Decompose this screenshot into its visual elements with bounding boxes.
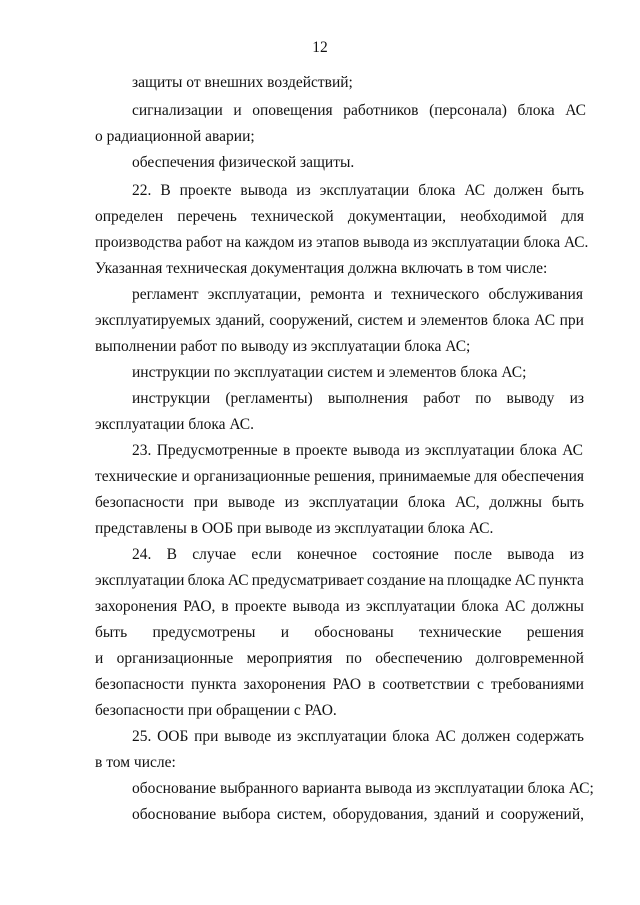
word: технической: [251, 208, 334, 225]
word: пункта: [538, 572, 584, 589]
word: проекте: [295, 442, 348, 459]
word: блока: [418, 182, 456, 199]
word: Предусмотренные: [156, 442, 278, 459]
word: АС: [514, 572, 536, 589]
text-line: о радиационной аварии;: [95, 128, 255, 145]
word: перечень: [177, 208, 237, 225]
word: на: [428, 572, 444, 589]
word: в: [368, 676, 376, 693]
word: если: [251, 546, 282, 563]
word: должны: [531, 598, 584, 615]
word: В: [160, 182, 171, 199]
word: безопасности: [95, 494, 184, 511]
word: при: [193, 494, 219, 511]
word: должен: [461, 728, 511, 745]
word: быть: [95, 624, 128, 641]
word: эксплуатации: [308, 494, 399, 511]
word: АС,: [454, 494, 480, 511]
word: и: [373, 286, 383, 303]
word: с: [476, 676, 484, 693]
word: выбора: [222, 806, 271, 823]
text-line: [95, 311, 584, 331]
word: обеспечению: [375, 650, 463, 667]
word: блока: [492, 312, 530, 329]
word: создание: [366, 572, 426, 589]
word: соответствии: [382, 676, 470, 693]
word: из: [569, 546, 584, 563]
word: и: [407, 312, 416, 329]
word: В: [166, 546, 177, 563]
word: оповещения: [252, 102, 333, 119]
word: регламент: [132, 286, 199, 303]
word: и: [485, 806, 495, 823]
word: сооружений,: [269, 312, 353, 329]
word: блока: [187, 572, 225, 589]
word: предусматривает: [251, 572, 364, 589]
word: элементов: [420, 312, 488, 329]
word: должны: [489, 494, 542, 511]
word: вывода: [292, 598, 340, 615]
word: вывода: [240, 182, 288, 199]
word: АС: [562, 442, 583, 459]
word: вывода: [507, 546, 555, 563]
text-line: в том числе:: [95, 754, 176, 771]
word: из: [276, 728, 292, 745]
word: содержать: [516, 728, 584, 745]
word: обоснование: [132, 806, 217, 823]
word: быть: [551, 494, 584, 511]
word: из: [569, 390, 584, 407]
word: конечное: [296, 546, 358, 563]
text-line: производства работ на каждом из этапов вывода из эксплуатации блока АС.: [95, 234, 589, 251]
word: 25.: [132, 728, 152, 745]
text-line: представлены в ООБ при выводе из эксплуатации блока АС.: [95, 520, 494, 537]
word: РАО: [332, 676, 362, 693]
word: по: [475, 390, 492, 407]
word: эксплуатации: [297, 728, 387, 745]
page-number: 12: [312, 39, 328, 56]
word: захоронения: [243, 676, 326, 693]
word: выполнения: [327, 390, 409, 407]
word: из: [345, 598, 360, 615]
word: из: [284, 494, 300, 511]
word: принимаемые: [379, 468, 471, 485]
word: необходимой: [460, 208, 547, 225]
word: 22.: [132, 182, 152, 199]
word: эксплуатации: [365, 598, 456, 615]
word: эксплуатируемых: [95, 312, 211, 329]
text-line: [95, 623, 584, 643]
word: предусмотрены: [152, 624, 256, 641]
word: РАО,: [183, 598, 216, 615]
word: эксплуатации: [319, 182, 410, 199]
word: (персонала): [429, 102, 507, 119]
word: и: [280, 624, 289, 641]
word: блока: [519, 442, 557, 459]
word: зданий: [433, 806, 480, 823]
word: организационные: [193, 468, 311, 485]
word: случае: [192, 546, 237, 563]
word: при: [559, 312, 584, 329]
word: безопасности: [95, 676, 184, 693]
word: обоснованы: [314, 624, 394, 641]
word: в: [283, 442, 291, 459]
word: решения: [526, 624, 584, 641]
word: из: [405, 442, 420, 459]
word: ООБ: [157, 728, 189, 745]
word: систем: [357, 312, 403, 329]
word: быть: [551, 182, 584, 199]
word: АС: [464, 182, 486, 199]
word: работников: [343, 102, 419, 119]
word: требованиями: [490, 676, 584, 693]
word: и: [95, 650, 104, 667]
word: организационные: [116, 650, 234, 667]
word: АС: [565, 102, 586, 119]
word: выводе: [227, 494, 275, 511]
word: выводу: [506, 390, 555, 407]
word: эксплуатации: [95, 572, 185, 589]
word: определен: [95, 208, 164, 225]
word: оборудования,: [332, 806, 428, 823]
text-line: [95, 649, 584, 669]
text-line: защиты от внешних воздействий;: [132, 74, 353, 91]
word: блока: [461, 598, 499, 615]
word: зданий,: [215, 312, 265, 329]
paragraph-22-line: [132, 181, 584, 201]
word: работ: [423, 390, 461, 407]
word: эксплуатации: [424, 442, 515, 459]
text-line: [132, 389, 584, 409]
word: блока: [392, 728, 430, 745]
word: технические: [95, 468, 178, 485]
paragraph-23-line: [132, 441, 583, 461]
paragraph-25-line: [132, 727, 584, 747]
word: проекте: [179, 182, 232, 199]
word: площадке: [446, 572, 512, 589]
word: АС: [534, 312, 556, 329]
text-line: [132, 285, 583, 305]
text-line: [132, 101, 586, 121]
word: проекте: [234, 598, 287, 615]
text-line: [132, 805, 584, 825]
word: для: [474, 468, 498, 485]
word: при: [194, 728, 219, 745]
text-line: [95, 597, 584, 617]
text-line: обоснование выбранного варианта вывода из эксплуатации блока АС;: [132, 780, 594, 797]
word: после: [454, 546, 492, 563]
word: систем,: [276, 806, 327, 823]
word: мероприятия: [246, 650, 333, 667]
text-line: [95, 675, 584, 695]
text-line: [95, 493, 584, 513]
word: АС: [227, 572, 249, 589]
word: блока: [517, 102, 555, 119]
word: должен: [494, 182, 543, 199]
word: сооружений,: [500, 806, 584, 823]
word: из: [296, 182, 311, 199]
word: АС: [504, 598, 526, 615]
word: технического: [391, 286, 480, 303]
word: пункта: [190, 676, 237, 693]
word: и: [181, 468, 190, 485]
word: по: [345, 650, 362, 667]
paragraph-24-line: [132, 545, 584, 565]
word: технические: [419, 624, 502, 641]
word: 24.: [132, 546, 152, 563]
text-line: эксплуатации блока АС.: [95, 416, 255, 433]
word: вывода: [352, 442, 400, 459]
word: обеспечения: [501, 468, 584, 485]
word: (регламенты): [225, 390, 313, 407]
word: решения,: [314, 468, 376, 485]
word: долговременной: [475, 650, 584, 667]
text-line: инструкции по эксплуатации систем и элементов блока АС;: [132, 364, 527, 381]
word: для: [561, 208, 584, 225]
word: ремонта: [310, 286, 365, 303]
text-line: Указанная техническая документация должна включать в том числе:: [95, 260, 548, 277]
word: захоронения: [95, 598, 178, 615]
word: и: [233, 102, 242, 119]
word: выводе: [224, 728, 272, 745]
word: в: [221, 598, 229, 615]
word: АС: [435, 728, 456, 745]
word: инструкции: [132, 390, 211, 407]
text-line: [95, 467, 584, 487]
text-line: выполнении работ по выводу из эксплуатации блока АС;: [95, 338, 471, 355]
word: обслуживания: [488, 286, 583, 303]
word: 23.: [132, 442, 152, 459]
text-line: обеспечения физической защиты.: [132, 154, 355, 171]
text-line: безопасности при обращении с РАО.: [95, 702, 337, 719]
word: документации,: [347, 208, 446, 225]
text-line: [95, 207, 584, 227]
word: сигнализации: [132, 102, 223, 119]
word: блока: [408, 494, 446, 511]
word: состояние: [372, 546, 439, 563]
word: эксплуатации,: [207, 286, 302, 303]
text-line: [95, 571, 584, 591]
